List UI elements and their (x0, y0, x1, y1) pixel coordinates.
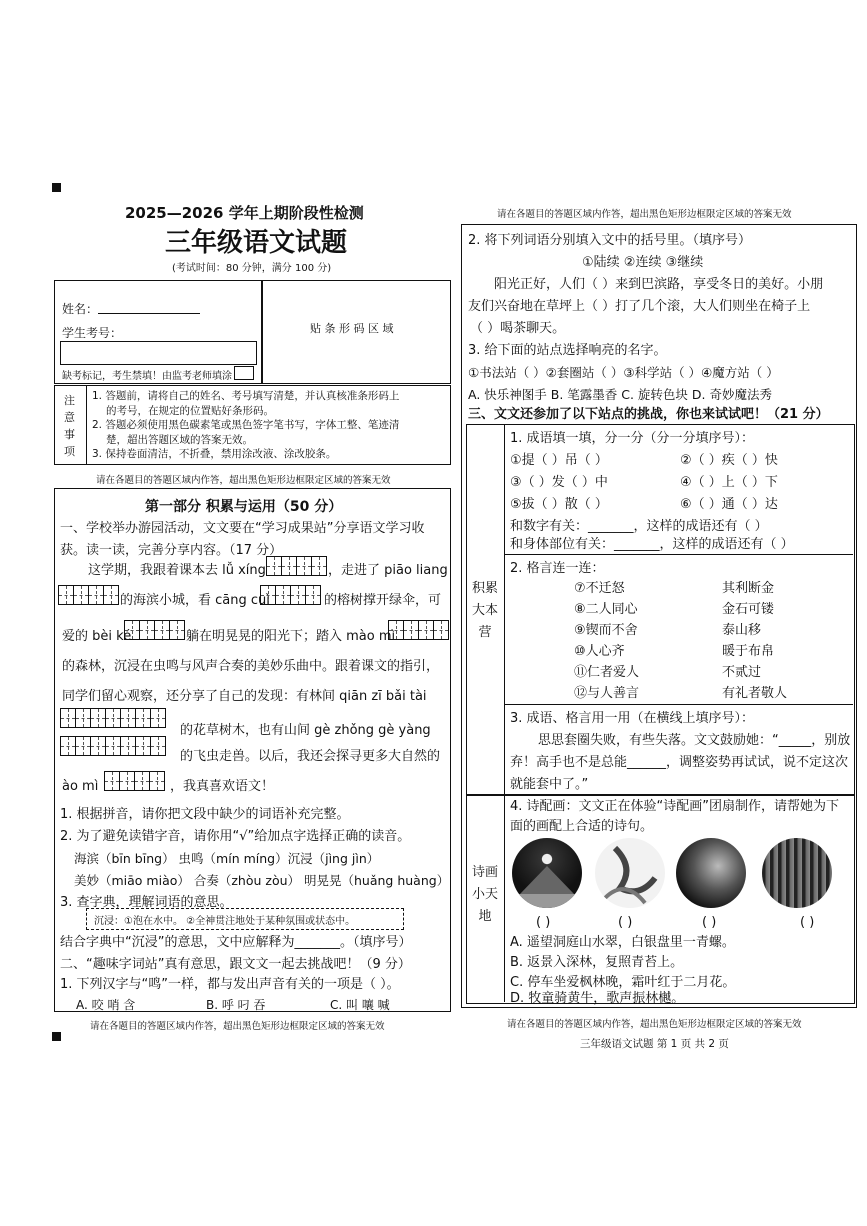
passage-text: 的榕树撑开绿伞，可 (324, 593, 442, 608)
page-footer: 三年级语文试题 第 1 页 共 2 页 (580, 1038, 729, 1050)
tianzi-grid[interactable] (60, 708, 165, 732)
proverb-right[interactable]: 不贰过 (722, 665, 762, 680)
name-field[interactable] (98, 313, 200, 314)
q2-1: 1. 下列汉字与“鸣”一样，都与发出声音有关的一项是（ ）。 (60, 977, 400, 992)
painting-mountain-lake (512, 838, 582, 908)
passage-text: 这学期，我跟着课本去 lǚ xíng (88, 563, 266, 578)
part1-title: 第一部分 积累与运用（50 分） (145, 499, 343, 515)
s1-q3-text: 思思套圈失败，有些失落。文文鼓励她：“_____，别放 (538, 733, 851, 748)
option[interactable]: A. 咬 哨 含 (76, 998, 136, 1012)
student-id-field[interactable] (60, 341, 257, 365)
note-line: 1. 答题前，请将自己的姓名、考号填写清楚，并认真核准条形码上 (92, 390, 400, 402)
passage-text: ，我真喜欢语文！ (170, 779, 275, 794)
passage-text: 的飞虫走兽。以后，我还会探寻更多大自然的 (180, 749, 441, 764)
notes-divider (86, 385, 87, 465)
id-label: 学生考号： (62, 326, 123, 340)
tianzi-grid[interactable] (58, 585, 118, 609)
idiom: ⑤拔（ ）散（ ） (510, 497, 608, 512)
dictionary-entry: 沉浸：①泡在水中。 ②全神贯注地处于某种氛围或状态中。 (94, 916, 356, 927)
q2-2-opts: ①陆续 ②连续 ③继续 (582, 255, 704, 270)
note-line: 的考号，在规定的位置贴好条形码。 (106, 404, 274, 417)
notes-list (92, 389, 399, 462)
hr (504, 704, 853, 705)
passage-text: 爱的 bèi ké (62, 629, 132, 644)
proverb-left[interactable]: ⑩人心齐 (574, 644, 625, 659)
option[interactable]: C. 叫 嚷 喊 (330, 998, 390, 1012)
idiom: ③（ ）发（ ）中 (510, 475, 608, 490)
poem-option: A. 遥望洞庭山水翠，白银盘里一青螺。 (510, 935, 735, 950)
proverb-left[interactable]: ⑨锲而不舍 (574, 623, 638, 638)
proverb-right[interactable]: 有礼者敬人 (722, 686, 788, 701)
proverb-right[interactable]: 泰山移 (722, 623, 762, 638)
readings-line: 海滨（bīn bīng） 虫鸣（mín míng）沉浸（jìng jìn） (74, 851, 380, 866)
q2-3: 3. 给下面的站点选择响亮的名字。 (468, 343, 667, 358)
sub-question: 结合字典中“沉浸”的意思，文中应解释为_______。（填序号） (60, 935, 412, 950)
registration-mark (52, 183, 61, 192)
s1-body: 和身体部位有关：_______，这样的成语还有（ ） (510, 537, 794, 552)
q2-3-opts: A. 快乐神图手 B. 笔露墨香 C. 旋转色块 D. 奇妙魔法秀 (468, 387, 772, 402)
passage-text: 同学们留心观察，还分享了自己的发现：有林间 qiān zī bǎi tài (62, 689, 427, 704)
idiom: ⑥（ ）通（ ）达 (680, 497, 778, 512)
readings-line: 美妙（miāo miào） 合奏（zhòu zòu） 明晃晃（huǎng huàng） (74, 873, 450, 888)
q2-2: 2. 将下列词语分别填入文中的括号里。（填序号） (468, 233, 752, 248)
s1-q3: 3. 成语、格言用一用（在横线上填序号）： (510, 711, 755, 726)
painting-maple-road (676, 838, 746, 908)
proverb-left[interactable]: ⑧二人同心 (574, 602, 638, 617)
sub-question: 3. 查字典，理解词语的意思。 (60, 895, 233, 910)
proverb-left[interactable]: ⑦不迁怒 (574, 581, 625, 596)
passage-text: 的海滨小城，看 cāng cuì (120, 593, 270, 608)
passage-text: ，走进了 piāo liang (328, 563, 448, 578)
proverb-left[interactable]: ⑫与人善言 (574, 686, 640, 701)
q3-title: 三、文文还参加了以下站点的挑战，你也来试试吧！（21 分） (468, 407, 829, 422)
notes-label: 注意事项 (64, 394, 75, 458)
area-warning: 请在各题目的答题区域内作答，超出黑色矩形边框限定区域的答案无效 (96, 475, 391, 486)
name-label: 姓名： (62, 302, 99, 316)
tianzi-grid[interactable] (266, 556, 326, 580)
absent-checkbox[interactable] (234, 366, 254, 380)
station-divider (504, 424, 505, 794)
station-divider (504, 794, 505, 1002)
passage-text: 的森林，沉浸在虫鸣与风声合奏的美妙乐曲中。跟着课文的指引， (62, 659, 440, 674)
passage-text: ào mì (62, 779, 99, 794)
blank[interactable]: ( ) (702, 915, 717, 930)
exam-info: (考试时间：80 分钟，满分 100 分) (172, 263, 332, 274)
poem-option: C. 停车坐爱枫林晚，霜叶红于二月花。 (510, 975, 736, 990)
q2-3-stations: ①书法站（ ）②套圈站（ ）③科学站（ ）④魔方站（ ） (468, 365, 779, 380)
station2-label: 诗画小天地 (472, 865, 499, 924)
area-warning: 请在各题目的答题区域内作答，超出黑色矩形边框限定区域的答案无效 (497, 209, 792, 220)
forest-icon (595, 838, 665, 908)
idiom: ②（ ）疾（ ）快 (680, 453, 778, 468)
q2-2-text: （ ）喝茶聊天。 (470, 321, 566, 336)
mountain-icon (512, 838, 582, 908)
tianzi-grid[interactable] (124, 620, 184, 644)
q2-2-text: 阳光正好，人们（ ）来到巴滨路，享受冬日的美好。小朋 (494, 277, 824, 292)
tianzi-grid[interactable] (260, 585, 320, 609)
sub-question: 1. 根据拼音，请你把文段中缺少的词语补充完整。 (60, 807, 350, 822)
s2-q4: 面的画配上合适的诗句。 (510, 819, 654, 834)
registration-mark (52, 1032, 61, 1041)
note-line: 2. 答题必须使用黑色碳素笔或黑色签字笔书写，字体工整、笔迹清 (92, 419, 400, 431)
s1-num: 和数字有关：_______，这样的成语还有（ ） (510, 519, 768, 534)
passage-text: 的花草树木，也有山间 gè zhǒng gè yàng (180, 723, 431, 738)
area-warning: 请在各题目的答题区域内作答，超出黑色矩形边框限定区域的答案无效 (507, 1019, 802, 1030)
page-title: 三年级语文试题 (165, 228, 348, 258)
option[interactable]: B. 呼 叼 吞 (206, 998, 266, 1012)
area-warning: 请在各题目的答题区域内作答，超出黑色矩形边框限定区域的答案无效 (90, 1021, 385, 1032)
poem-option: D. 牧童骑黄牛，歌声振林樾。 (510, 991, 685, 1006)
s1-q1: 1. 成语填一填，分一分（分一分填序号）： (510, 431, 755, 446)
proverb-right[interactable]: 金石可镂 (722, 602, 775, 617)
year-title: 2025—2026 学年上期阶段性检测 (125, 204, 364, 222)
blank[interactable]: ( ) (800, 915, 815, 930)
proverb-right[interactable]: 其利断金 (722, 581, 775, 596)
absent-note: 缺考标记，考生禁填！由监考老师填涂 (62, 371, 232, 382)
barcode-area: 贴 条 形 码 区 域 (310, 322, 394, 335)
proverb-left[interactable]: ⑪仁者爱人 (574, 665, 640, 680)
station1-label: 积累大本营 (472, 581, 499, 640)
q1-intro: 获。读一读，完善分享内容。（17 分） (60, 543, 283, 558)
tianzi-grid[interactable] (60, 736, 165, 760)
note-line: 3. 保持卷面清洁，不折叠，禁用涂改液、涂改胶条。 (92, 448, 337, 460)
passage-text: 躺在明晃晃的阳光下；踏入 mào mì (186, 629, 396, 644)
s1-q3-text: 就能套中了。” (510, 777, 589, 792)
idiom: ④（ ）上（ ）下 (680, 475, 778, 490)
blank[interactable]: ( ) (618, 915, 633, 930)
s1-q2: 2. 格言连一连： (510, 561, 605, 576)
q1-intro: 一、学校举办游园活动，文文要在“学习成果站”分享语文学习收 (60, 521, 425, 536)
note-line: 楚，超出答题区域的答案无效。 (106, 433, 253, 446)
tianzi-grid[interactable] (388, 620, 448, 644)
painting-deep-forest (595, 838, 665, 908)
sub-question: 2. 为了避免读错字音，请你用“√”给加点字选择正确的读音。 (60, 829, 411, 844)
divider (261, 280, 263, 384)
painting-tree-forest (762, 838, 832, 908)
q2-title: 二、“趣味字词站”真有意思，跟文文一起去挑战吧！（9 分） (60, 957, 411, 972)
proverb-right[interactable]: 暖于布帛 (722, 644, 775, 659)
blank[interactable]: ( ) (536, 915, 551, 930)
idiom: ①提（ ）吊（ ） (510, 453, 608, 468)
poem-option: B. 返景入深林，复照青苔上。 (510, 955, 684, 970)
s1-q3-text: 弃！高手也不是总能______，调整姿势再试试，说不定这次 (510, 755, 849, 770)
q2-2-text: 友们兴奋地在草坪上（ ）打了几个滚，大人们则坐在椅子上 (468, 299, 811, 314)
tianzi-grid[interactable] (104, 771, 164, 795)
s2-q4: 4. 诗配画：文文正在体验“诗配画”团扇制作，请帮她为下 (510, 799, 840, 814)
